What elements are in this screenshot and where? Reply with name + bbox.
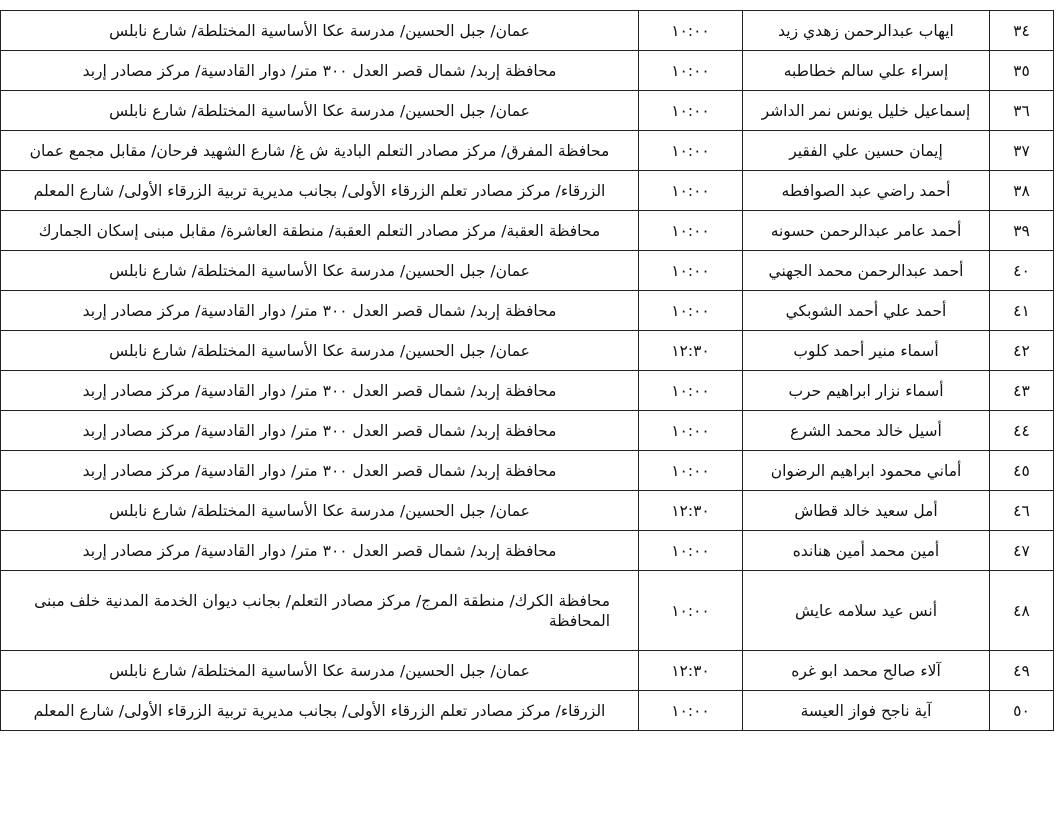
exam-location-cell: الزرقاء/ مركز مصادر تعلم الزرقاء الأولى/ بجانب مديرية تربية الزرقاء الأولى/ شارع المعلم [1, 171, 639, 211]
table-row [1, 11, 1054, 51]
exam-location-cell: محافظة إربد/ شمال قصر العدل ٣٠٠ متر/ دوار القادسية/ مركز مصادر إربد [1, 451, 639, 491]
exam-time-cell: ١٠:٠٠ [639, 691, 743, 731]
table-row [1, 91, 1054, 131]
table-row [1, 251, 1054, 291]
candidate-name-cell: أنس عيد سلامه عايش [743, 571, 990, 651]
candidate-name-cell: أحمد علي أحمد الشوبكي [743, 291, 990, 331]
exam-time-cell: ١٢:٣٠ [639, 331, 743, 371]
table-row [1, 531, 1054, 571]
exam-time-cell: ١٠:٠٠ [639, 51, 743, 91]
candidate-name-cell: آية ناجح فواز العيسة [743, 691, 990, 731]
exam-time-cell: ١٠:٠٠ [639, 371, 743, 411]
exam-time-cell: ١٠:٠٠ [639, 411, 743, 451]
candidate-name-cell: إسماعيل خليل يونس نمر الداشر [743, 91, 990, 131]
exam-time-cell: ١٠:٠٠ [639, 11, 743, 51]
exam-time-cell: ١٢:٣٠ [639, 491, 743, 531]
table-row [1, 451, 1054, 491]
exam-time-cell: ١٠:٠٠ [639, 131, 743, 171]
candidate-name-cell: أسيل خالد محمد الشرع [743, 411, 990, 451]
table-row [1, 291, 1054, 331]
exam-location-cell: عمان/ جبل الحسين/ مدرسة عكا الأساسية المختلطة/ شارع نابلس [1, 91, 639, 131]
table-row [1, 171, 1054, 211]
candidate-name-cell: إيمان حسين علي الفقير [743, 131, 990, 171]
row-number-cell: ٤٢ [990, 331, 1054, 371]
exam-time-cell: ١٠:٠٠ [639, 531, 743, 571]
exam-location-cell: محافظة المفرق/ مركز مصادر التعلم البادية ش غ/ شارع الشهيد فرحان/ مقابل مجمع عمان [1, 131, 639, 171]
candidate-name-cell: أحمد راضي عبد الصوافطه [743, 171, 990, 211]
row-number-cell: ٤٨ [990, 571, 1054, 651]
exam-location-cell: محافظة إربد/ شمال قصر العدل ٣٠٠ متر/ دوار القادسية/ مركز مصادر إربد [1, 371, 639, 411]
candidate-name-cell: أحمد عبدالرحمن محمد الجهني [743, 251, 990, 291]
exam-location-cell: محافظة إربد/ شمال قصر العدل ٣٠٠ متر/ دوار القادسية/ مركز مصادر إربد [1, 291, 639, 331]
table-row [1, 371, 1054, 411]
row-number-cell: ٤٣ [990, 371, 1054, 411]
table-row [1, 491, 1054, 531]
table-row [1, 331, 1054, 371]
candidate-name-cell: أحمد عامر عبدالرحمن حسونه [743, 211, 990, 251]
table-row [1, 131, 1054, 171]
candidate-name-cell: أمل سعيد خالد قطاش [743, 491, 990, 531]
exam-time-cell: ١٠:٠٠ [639, 451, 743, 491]
exam-location-cell: محافظة إربد/ شمال قصر العدل ٣٠٠ متر/ دوار القادسية/ مركز مصادر إربد [1, 531, 639, 571]
row-number-cell: ٤٠ [990, 251, 1054, 291]
row-number-cell: ٤١ [990, 291, 1054, 331]
exam-time-cell: ١٠:٠٠ [639, 571, 743, 651]
candidate-name-cell: أماني محمود ابراهيم الرضوان [743, 451, 990, 491]
row-number-cell: ٣٦ [990, 91, 1054, 131]
exam-location-cell: عمان/ جبل الحسين/ مدرسة عكا الأساسية المختلطة/ شارع نابلس [1, 491, 639, 531]
candidate-name-cell: إسراء علي سالم خطاطبه [743, 51, 990, 91]
table-row [1, 211, 1054, 251]
row-number-cell: ٣٥ [990, 51, 1054, 91]
exam-location-cell: محافظة العقبة/ مركز مصادر التعلم العقبة/ منطقة العاشرة/ مقابل مبنى إسكان الجمارك [1, 211, 639, 251]
exam-location-cell: محافظة إربد/ شمال قصر العدل ٣٠٠ متر/ دوار القادسية/ مركز مصادر إربد [1, 411, 639, 451]
row-number-cell: ٣٨ [990, 171, 1054, 211]
row-number-cell: ٤٤ [990, 411, 1054, 451]
exam-location-cell: عمان/ جبل الحسين/ مدرسة عكا الأساسية المختلطة/ شارع نابلس [1, 251, 639, 291]
table-row [1, 691, 1054, 731]
row-number-cell: ٥٠ [990, 691, 1054, 731]
candidate-name-cell: أسماء منير أحمد كلوب [743, 331, 990, 371]
candidate-name-cell: آلاء صالح محمد ابو غره [743, 651, 990, 691]
table-row [1, 651, 1054, 691]
exam-location-cell: عمان/ جبل الحسين/ مدرسة عكا الأساسية المختلطة/ شارع نابلس [1, 651, 639, 691]
row-number-cell: ٤٩ [990, 651, 1054, 691]
row-number-cell: ٣٩ [990, 211, 1054, 251]
row-number-cell: ٤٧ [990, 531, 1054, 571]
exam-time-cell: ١٠:٠٠ [639, 91, 743, 131]
row-number-cell: ٣٤ [990, 11, 1054, 51]
row-number-cell: ٤٦ [990, 491, 1054, 531]
table-body [1, 11, 1054, 731]
exam-location-cell: الزرقاء/ مركز مصادر تعلم الزرقاء الأولى/ بجانب مديرية تربية الزرقاء الأولى/ شارع المعلم [1, 691, 639, 731]
exam-schedule-table [0, 10, 1054, 731]
exam-location-cell: محافظة إربد/ شمال قصر العدل ٣٠٠ متر/ دوار القادسية/ مركز مصادر إربد [1, 51, 639, 91]
exam-time-cell: ١٠:٠٠ [639, 291, 743, 331]
table-row [1, 411, 1054, 451]
table-row [1, 571, 1054, 651]
row-number-cell: ٣٧ [990, 131, 1054, 171]
candidate-name-cell: أسماء نزار ابراهيم حرب [743, 371, 990, 411]
exam-time-cell: ١٠:٠٠ [639, 251, 743, 291]
candidate-name-cell: أمين محمد أمين هنانده [743, 531, 990, 571]
exam-time-cell: ١٠:٠٠ [639, 171, 743, 211]
exam-time-cell: ١٢:٣٠ [639, 651, 743, 691]
exam-location-cell: عمان/ جبل الحسين/ مدرسة عكا الأساسية المختلطة/ شارع نابلس [1, 11, 639, 51]
candidate-name-cell: ايهاب عبدالرحمن زهدي زيد [743, 11, 990, 51]
row-number-cell: ٤٥ [990, 451, 1054, 491]
exam-location-cell: محافظة الكرك/ منطقة المرج/ مركز مصادر التعلم/ بجانب ديوان الخدمة المدنية خلف مبنى المحافظة [1, 571, 639, 651]
table-row [1, 51, 1054, 91]
exam-time-cell: ١٠:٠٠ [639, 211, 743, 251]
exam-location-cell: عمان/ جبل الحسين/ مدرسة عكا الأساسية المختلطة/ شارع نابلس [1, 331, 639, 371]
